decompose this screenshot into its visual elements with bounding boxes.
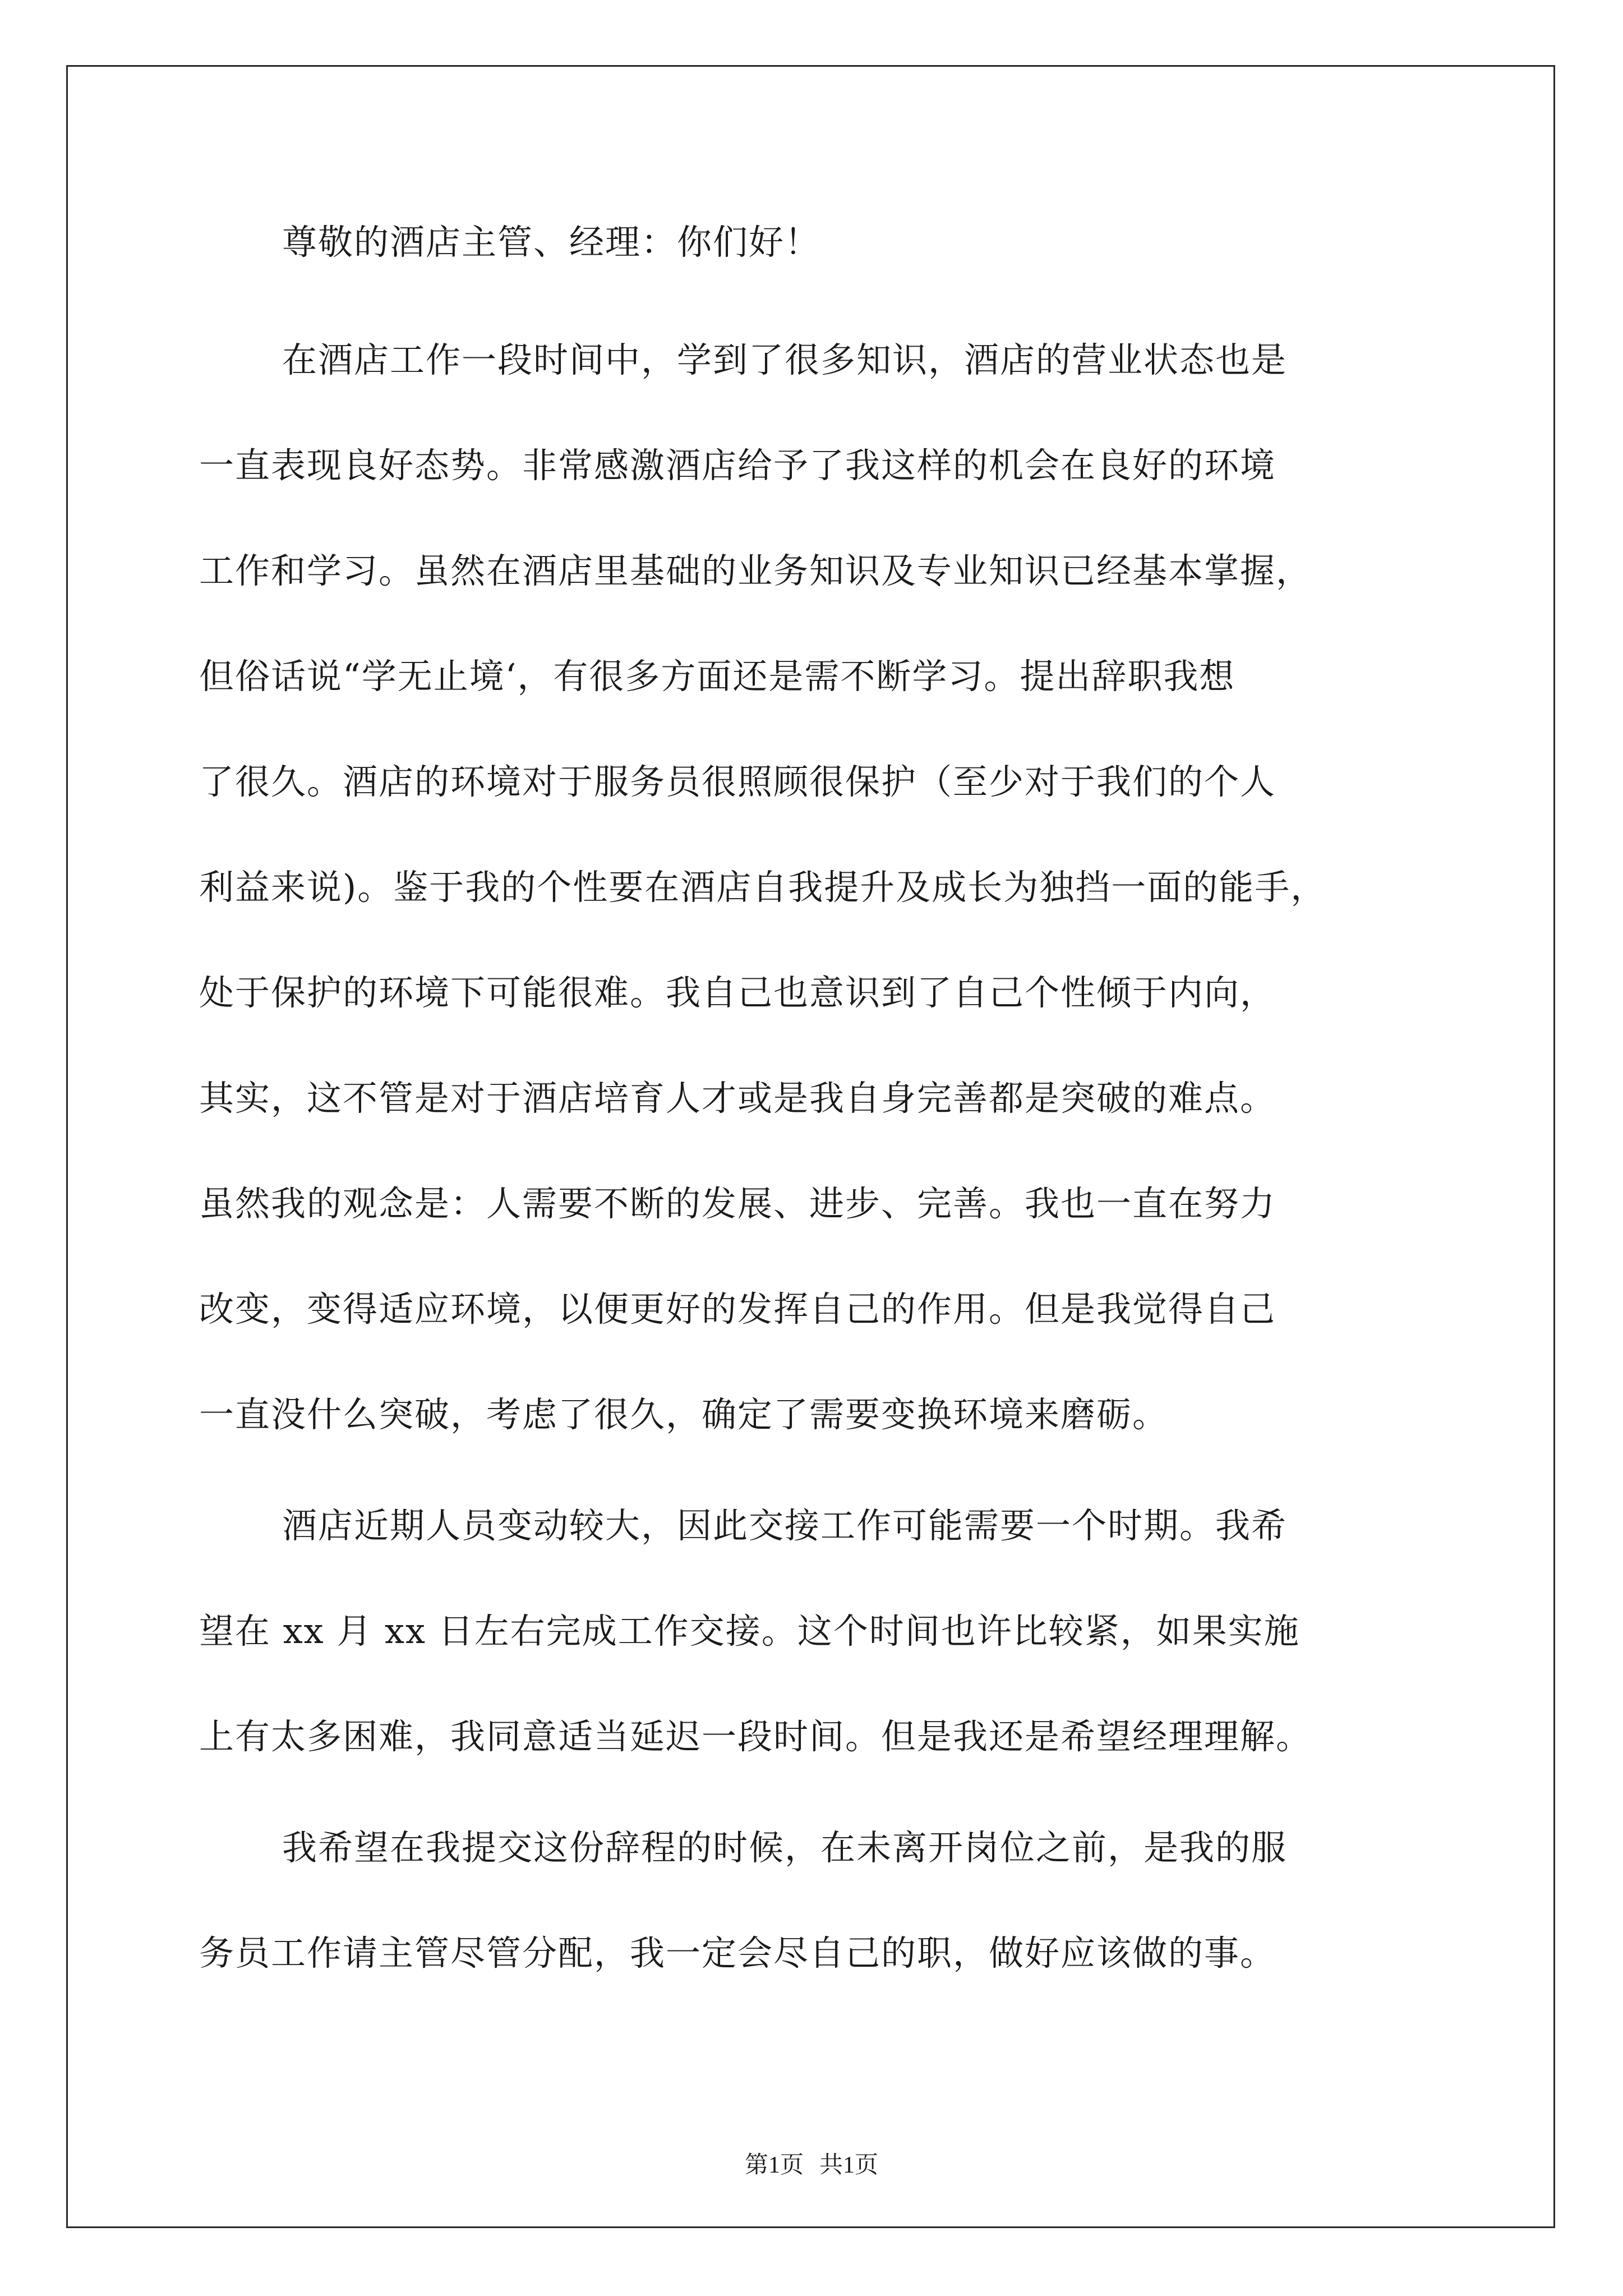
- greeting: 尊敬的酒店主管、经理：你们好！: [282, 222, 821, 263]
- page-number-current: 第1页: [744, 2152, 804, 2178]
- paragraph-1-line-3: 工作和学习。虽然在酒店里基础的业务知识及专业知识已经基本掌握，: [199, 550, 1312, 591]
- paragraph-1-line-8: 其实，这不管是对于酒店培育人才或是我自身完善都是突破的难点。: [199, 1078, 1276, 1119]
- paragraph-2-line-3: 上有太多困难，我同意适当延迟一段时间。但是我还是希望经理理解。: [199, 1716, 1312, 1757]
- page-number-total: 共1页: [819, 2152, 879, 2178]
- paragraph-2-line-1: 酒店近期人员变动较大，因此交接工作可能需要一个时期。我希: [282, 1505, 1288, 1546]
- paragraph-1-line-10: 改变，变得适应环境，以便更好的发挥自己的作用。但是我觉得自己: [199, 1289, 1276, 1329]
- paragraph-2-line-2: 望在 xx 月 xx 日左右完成工作交接。这个时间也许比较紧，如果实施: [199, 1611, 1300, 1651]
- page-footer: [0, 2150, 1623, 2181]
- paragraph-1-line-9: 虽然我的观念是：人需要不断的发展、进步、完善。我也一直在努力: [199, 1183, 1276, 1224]
- paragraph-1-line-6: 利益来说)。鉴于我的个性要在酒店自我提升及成长为独挡一面的能手，: [199, 867, 1327, 908]
- paragraph-3-line-1: 我希望在我提交这份辞程的时候，在未离开岗位之前，是我的服: [282, 1827, 1288, 1868]
- paragraph-1-line-4: 但俗话说“学无止境‘，有很多方面还是需不断学习。提出辞职我想: [199, 656, 1235, 697]
- paragraph-1-line-11: 一直没什么突破，考虑了很久，确定了需要变换环境来磨砺。: [199, 1394, 1169, 1435]
- paragraph-1-line-7: 处于保护的环境下可能很难。我自己也意识到了自己个性倾于内向，: [199, 972, 1276, 1013]
- paragraph-3-line-2: 务员工作请主管尽管分配，我一定会尽自己的职，做好应该做的事。: [199, 1932, 1276, 1973]
- paragraph-1-line-2: 一直表现良好态势。非常感激酒店给予了我这样的机会在良好的环境: [199, 445, 1276, 486]
- paragraph-1-line-1: 在酒店工作一段时间中，学到了很多知识，酒店的营业状态也是: [282, 339, 1288, 380]
- page-border: [66, 65, 1555, 2228]
- paragraph-1-line-5: 了很久。酒店的环境对于服务员很照顾很保护（至少对于我们的个人: [199, 761, 1276, 802]
